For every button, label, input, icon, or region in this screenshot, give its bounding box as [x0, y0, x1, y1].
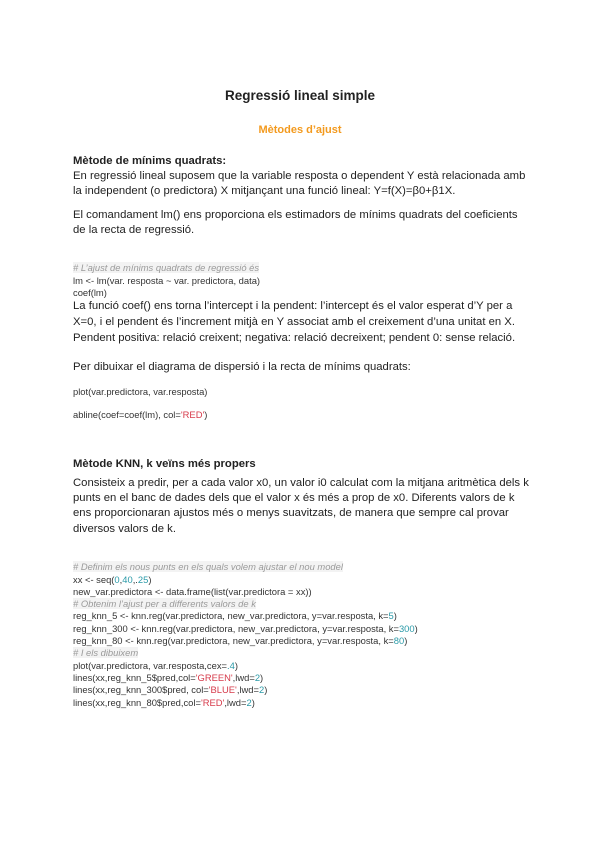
- paragraph-knn: [73, 476, 533, 537]
- code-text: ): [204, 409, 208, 420]
- page-subtitle: Mètodes d’ajust: [258, 124, 342, 136]
- code-comment: # L’ajust de mínims quadrats de regressió és: [73, 262, 260, 274]
- code-line: new_var.predictora <- data.frame(list(var.predictora = xx)): [73, 585, 312, 597]
- code-line: lm <- lm(var. resposta ~ var. predictora, data): [73, 274, 261, 286]
- paragraph: Per dibuixar el diagrama de dispersió i la recta de mínims quadrats:: [73, 361, 411, 373]
- code-line: lines(xx,reg_knn_5$pred,col='GREEN',lwd=2): [73, 671, 264, 683]
- code-comment: # Definim els nous punts en els quals volem ajustar el nou model: [73, 561, 343, 573]
- paragraph: En regressió lineal suposem que la variable resposta o dependent Y està relacionada amb la independent (o predictora) X mitjançant una funció lineal: Y=f(X)=β0+β1X.: [73, 170, 526, 198]
- code-line-abline: [73, 409, 533, 421]
- section-heading: Mètode de mínims quadrats:: [73, 155, 227, 167]
- code-comment: # I els dibuixem: [73, 647, 139, 659]
- code-line: reg_knn_5 <- knn.reg(var.predictora, new_var.predictora, y=var.resposta, k=5): [73, 610, 397, 622]
- code-block-knn: [73, 549, 533, 709]
- code-line: xx <- seq(0,40,.25): [73, 573, 152, 585]
- paragraph: La funció coef() ens torna l’intercept i la pendent: l’intercept és el valor esperat d’Y per a X=0, i el pendent és l’increment mitjà en Y associat amb el creixement d’una unitat en X. Pendent positiva: relació creixent; negativa: relació decreixent; pendent 0: sense relació.: [73, 300, 516, 345]
- code-line: plot(var.predictora, var.resposta,cex=.4): [73, 659, 238, 671]
- code-line: lines(xx,reg_knn_80$pred,col='RED',lwd=2): [73, 696, 255, 708]
- code-line-plot: plot(var.predictora, var.resposta): [73, 386, 208, 397]
- code-line: coef(lm): [73, 286, 107, 298]
- code-comment: # Obtenim l’ajust per a differents valors de k: [73, 598, 256, 610]
- code-line: lines(xx,reg_knn_300$pred, col='BLUE',lwd=2): [73, 684, 268, 696]
- paragraph: Consisteix a predir, per a cada valor x0, un valor i0 calculat com la mitjana aritmètica dels k punts en el banc de dades dels que el valor x és més a prop de x0. Diferents valors de k ens proporcionaran ajustos més o menys suavitzats, de manera que sempre cal provar diversos valors de k.: [73, 477, 529, 535]
- paragraph: El comandament lm() ens proporciona els estimadors de mínims quadrats del coeficients de la recta de regressió.: [73, 209, 518, 237]
- code-line: reg_knn_300 <- knn.reg(var.predictora, new_var.predictora, y=var.resposta, k=300): [73, 622, 418, 634]
- code-text: abline(coef=coef(lm), col=: [73, 409, 181, 420]
- paragraph-coef: [73, 298, 533, 347]
- section-least-squares: [73, 154, 533, 199]
- code-line: reg_knn_80 <- knn.reg(var.predictora, new_var.predictora, y=var.resposta, k=80): [73, 635, 408, 647]
- code-string: 'RED': [180, 409, 205, 420]
- section-knn: [73, 457, 533, 472]
- page-title: Regressió lineal simple: [224, 88, 376, 103]
- paragraph-lm: [73, 208, 533, 238]
- section-heading: Mètode KNN, k veïns més propers: [73, 458, 256, 470]
- paragraph-plot: [73, 360, 533, 375]
- code-block-lm: [73, 250, 533, 299]
